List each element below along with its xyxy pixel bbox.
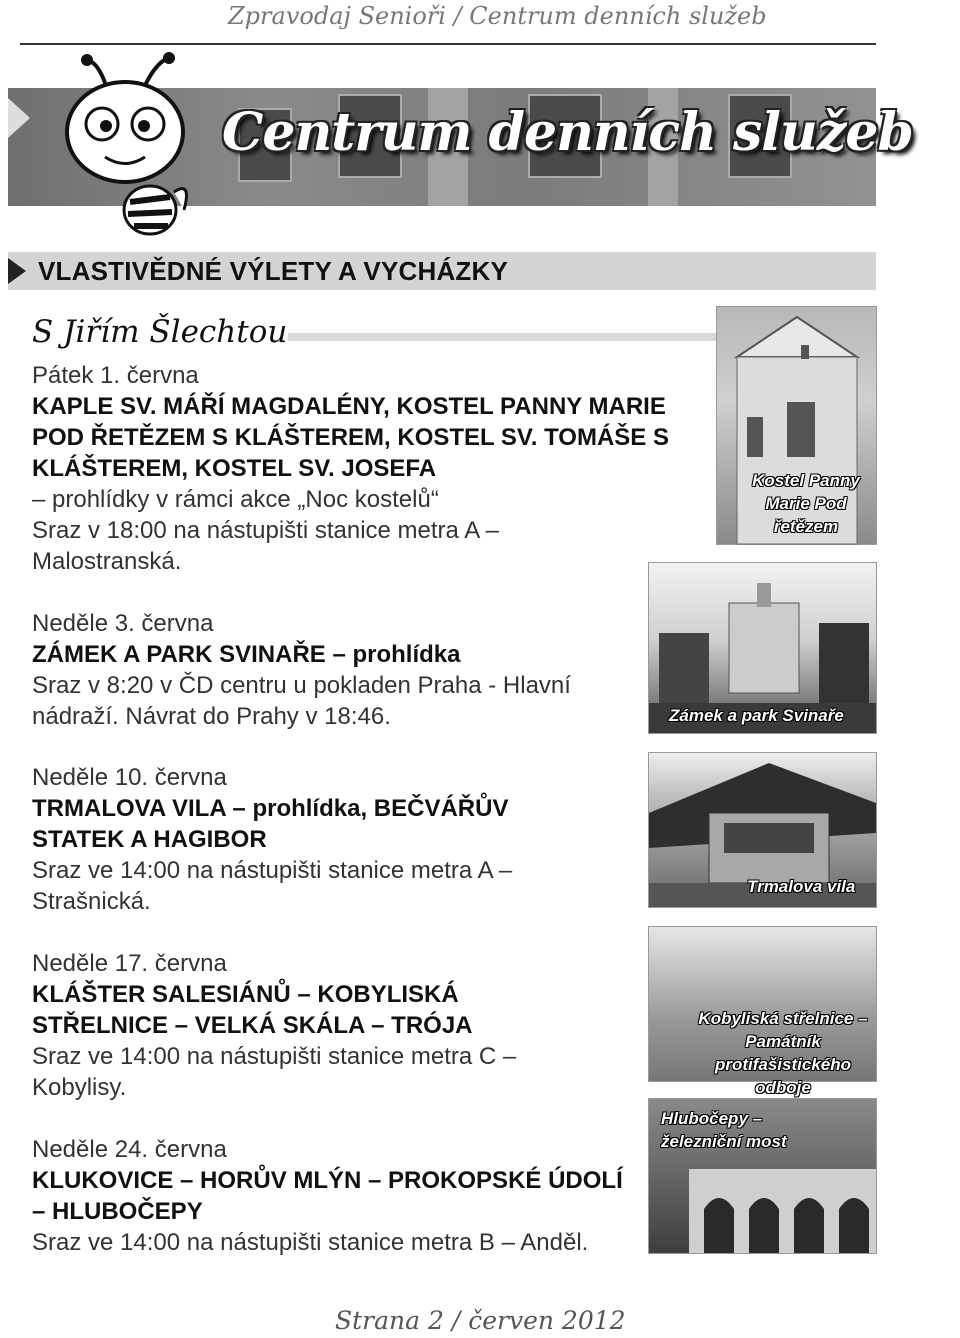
trip-date: Neděle 10. června: [32, 764, 227, 791]
trip-item-4: [32, 948, 592, 1103]
banner-arrow-icon: [8, 98, 30, 138]
trip-item-2: [32, 608, 632, 732]
photo-viaduct: [648, 1098, 877, 1254]
trip-meeting: Sraz ve 14:00 na nástupišti stanice metra B – Anděl.: [32, 1229, 589, 1256]
trip-item-5: [32, 1134, 632, 1258]
trip-meeting: Sraz v 18:00 na nástupišti stanice metra A – Malostranská.: [32, 517, 499, 575]
running-head: Zpravodaj Senioři / Centrum denních služeb: [228, 2, 767, 30]
photo-villa: [648, 752, 877, 908]
photo-caption: Zámek a park Svinaře: [669, 706, 844, 725]
photo-memorial: [648, 926, 877, 1097]
trip-date: Neděle 17. června: [32, 950, 227, 977]
trip-date: Pátek 1. června: [32, 362, 199, 389]
trip-title: KLÁŠTER SALESIÁNŮ – KOBYLISKÁ STŘELNICE – VELKÁ SKÁLA – TRÓJA: [32, 981, 473, 1039]
trip-item-3: [32, 762, 592, 917]
photo-caption: Hlubočepy – železniční most: [661, 1109, 787, 1151]
header-rule: [20, 43, 876, 45]
photo-chateau: [648, 562, 877, 734]
trip-meeting: Sraz ve 14:00 na nástupišti stanice metra C – Kobylisy.: [32, 1043, 517, 1101]
page-footer: Strana 2 / červen 2012: [335, 1306, 626, 1335]
trip-item-1: [32, 360, 702, 577]
trip-date: Neděle 24. června: [32, 1136, 227, 1163]
bee-mascot-icon: [50, 52, 200, 242]
guide-name: S Jiřím Šlechtou: [32, 314, 288, 350]
trip-date: Neděle 3. června: [32, 610, 214, 637]
trip-subtitle: – prohlídky v rámci akce „Noc kostelů“: [32, 486, 439, 513]
trip-title: KLUKOVICE – HORŮV MLÝN – PROKOPSKÉ ÚDOLÍ – HLUBOČEPY: [32, 1167, 623, 1225]
banner-title: Centrum denních služeb: [222, 102, 913, 163]
section-arrow-icon: [8, 258, 26, 284]
photo-caption: Kobyliská střelnice – Památník protifašistického odboje: [698, 1009, 868, 1097]
section-title: VLASTIVĚDNÉ VÝLETY A VYCHÁZKY: [38, 256, 509, 286]
trip-meeting: Sraz v 8:20 v ČD centru u pokladen Praha - Hlavní nádraží. Návrat do Prahy v 18:46.: [32, 672, 571, 730]
trip-title: KAPLE SV. MÁŘÍ MAGDALÉNY, KOSTEL PANNY MARIE POD ŘETĚZEM S KLÁŠTEREM, KOSTEL SV. TOMÁŠE S KLÁŠTEREM, KOSTEL SV. JOSEFA: [32, 393, 669, 482]
trip-meeting: Sraz ve 14:00 na nástupišti stanice metra A – Strašnická.: [32, 857, 513, 915]
trip-title: TRMALOVA VILA – prohlídka, BEČVÁŘŮV STATEK A HAGIBOR: [32, 795, 509, 853]
trip-title: ZÁMEK A PARK SVINAŘE – prohlídka: [32, 641, 461, 668]
photo-caption: Trmalova vila: [747, 877, 856, 896]
photo-caption: Kostel Panny Marie Pod řetězem: [752, 471, 860, 536]
photo-church: [716, 306, 877, 545]
